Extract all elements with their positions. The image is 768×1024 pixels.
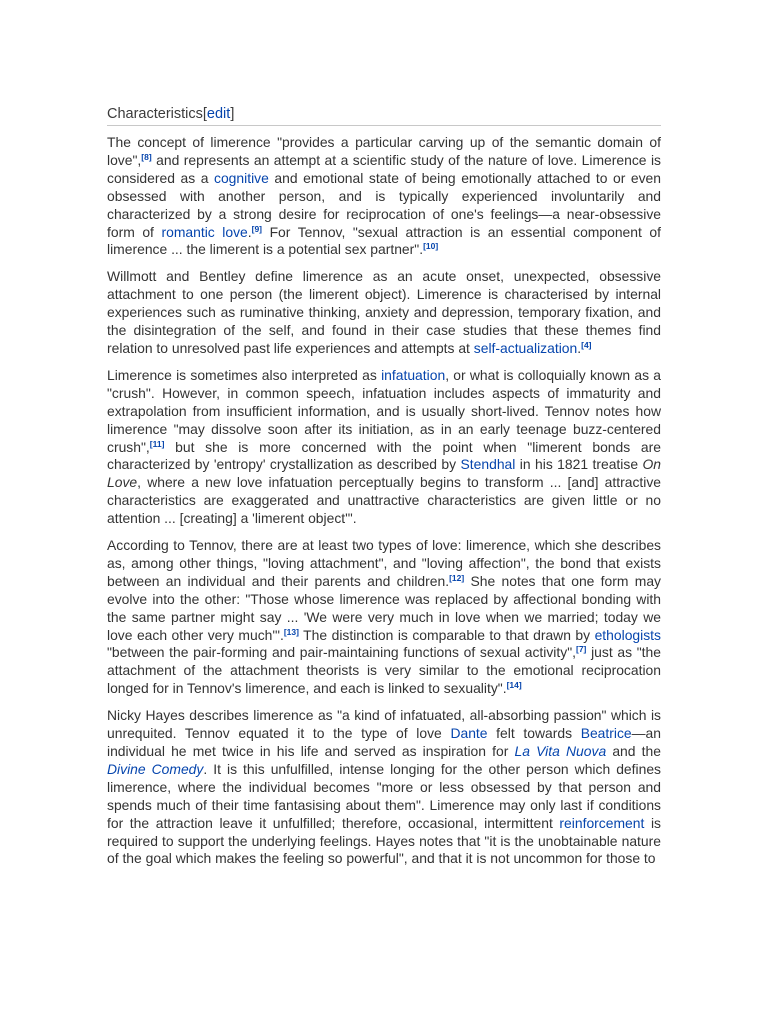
- paragraph-5: [107, 707, 661, 868]
- paragraph-2: [107, 268, 661, 358]
- link-ethologists[interactable]: ethologists: [594, 626, 661, 643]
- text-span: , where a new love infatuation perceptually begins to transform ... [and] attractive characteristics are exaggerated and unattractive characteristics are given little or no attention ... [creating] a 'limerent object'".: [107, 474, 661, 527]
- link-infatuation[interactable]: infatuation: [381, 366, 446, 383]
- link-reinforcement[interactable]: reinforcement: [559, 814, 645, 831]
- link-self-actualization[interactable]: self-actualization: [473, 339, 578, 356]
- edit-close-bracket: ]: [230, 106, 235, 122]
- citation-13[interactable]: [13]: [283, 626, 299, 637]
- link-dante[interactable]: Dante: [450, 725, 488, 742]
- text-span: . It is this unfulfilled, intense longing for the other person which defines limerence, where the individual becomes "more or less obsessed by that person and spends much of their time fantasising about them". Limerence may only last if conditions for the attraction leave it unfulfilled; therefore, occasional, intermittent: [107, 760, 661, 831]
- text-span: According to Tennov, there are at least two types of love: limerence, which she describes as, among other things, "loving attachment", and "loving affection", the bond that exists between an individual and their parents and children.: [107, 537, 661, 589]
- link-cognitive[interactable]: cognitive: [214, 169, 269, 186]
- text-span: .: [577, 339, 582, 356]
- text-span: in his 1821 treatise: [515, 456, 643, 473]
- text-span: For Tennov, "sexual attraction is an essential component of limerence ... the limerent is a potential sex partner".: [107, 223, 661, 258]
- text-span: The concept of limerence "provides a particular carving up of the semantic domain of love",: [107, 134, 661, 168]
- text-span: and emotional state of being emotionally attached to or even obsessed with another person, and is typically experienced involuntarily and characterized by a strong desire for reciprocation of one's feelings—a near-obsessive form of: [107, 169, 661, 240]
- citation-11[interactable]: [11]: [149, 438, 165, 449]
- citation-14[interactable]: [14]: [506, 680, 522, 691]
- citation-4[interactable]: [4]: [581, 339, 592, 350]
- citation-7[interactable]: [7]: [576, 644, 587, 655]
- edit-section-link[interactable]: edit: [206, 106, 231, 122]
- title-on-love: On Love: [107, 456, 661, 491]
- citation-8[interactable]: [8]: [141, 151, 152, 162]
- text-span: is required to support the underlying feelings. Hayes notes that "it is the unobtainable nature of the goal which makes the feeling so powerful", and that it is not uncommon for those to: [107, 814, 661, 867]
- text-span: felt towards: [487, 725, 581, 742]
- section-title: Characteristics: [107, 106, 203, 122]
- text-span: Willmott and Bentley define limerence as an acute onset, unexpected, obsessive attachment to one person (the limerent object). Limerence is characterised by internal experiences such as ruminative thinking, anxiety and depression, temporary fixation, and the disintegration of the self, and found in their case studies that these themes find relation to unresolved past life experiences and attempts at: [107, 268, 661, 356]
- text-span: , or what is colloquially known as a "crush". However, in common speech, infatuation includes aspects of immaturity and extrapolation from insufficient information, and is usually short-lived. Tennov notes how limerence "may dissolve soon after its initiation, as in an early teenage buzz-centered crush",: [107, 366, 661, 455]
- text-span: The distinction is comparable to that drawn by: [298, 626, 595, 643]
- text-span: and the: [606, 743, 661, 759]
- citation-10[interactable]: [10]: [423, 241, 439, 252]
- citation-12[interactable]: [12]: [449, 572, 465, 583]
- link-la-vita-nuova[interactable]: La Vita Nuova: [514, 743, 607, 759]
- text-span: Nicky Hayes describes limerence as "a kind of infatuated, all-absorbing passion" which is unrequited. Tennov equated it to the type of love: [107, 707, 661, 742]
- text-span: and represents an attempt at a scientific study of the nature of love. Limerence is considered as a: [107, 151, 661, 186]
- article-content: [107, 104, 661, 868]
- edit-open-bracket: [: [202, 106, 207, 122]
- text-span: She notes that one form may evolve into the other: "Those whose limerence was replaced by affectional bonding with the same partner might say ... 'We were very much in love when we married; today we love each other very much'".: [107, 572, 661, 643]
- paragraph-1: [107, 134, 661, 259]
- paragraph-4: [107, 537, 661, 698]
- text-span: Limerence is sometimes also interpreted as: [107, 366, 382, 383]
- text-span: —an individual he met twice in his life and served as inspiration for: [107, 725, 661, 759]
- section-heading: [107, 104, 661, 126]
- link-romantic-love[interactable]: romantic love: [161, 223, 248, 240]
- paragraph-3: [107, 367, 661, 528]
- text-span: .: [247, 223, 252, 240]
- text-span: "between the pair-forming and pair-maintaining functions of sexual activity",: [107, 644, 576, 661]
- link-divine-comedy[interactable]: Divine Comedy: [107, 760, 204, 777]
- citation-9[interactable]: [9]: [251, 223, 263, 234]
- text-span: but she is more concerned with the point when "limerent bonds are characterized by 'entropy' crystallization as described by: [107, 438, 661, 473]
- link-stendhal[interactable]: Stendhal: [460, 456, 516, 473]
- link-beatrice[interactable]: Beatrice: [580, 725, 632, 742]
- text-span: just as "the attachment of the attachment theorists is very similar to the emotional reciprocation longed for in Tennov's limerence, and each is linked to sexuality".: [107, 644, 661, 697]
